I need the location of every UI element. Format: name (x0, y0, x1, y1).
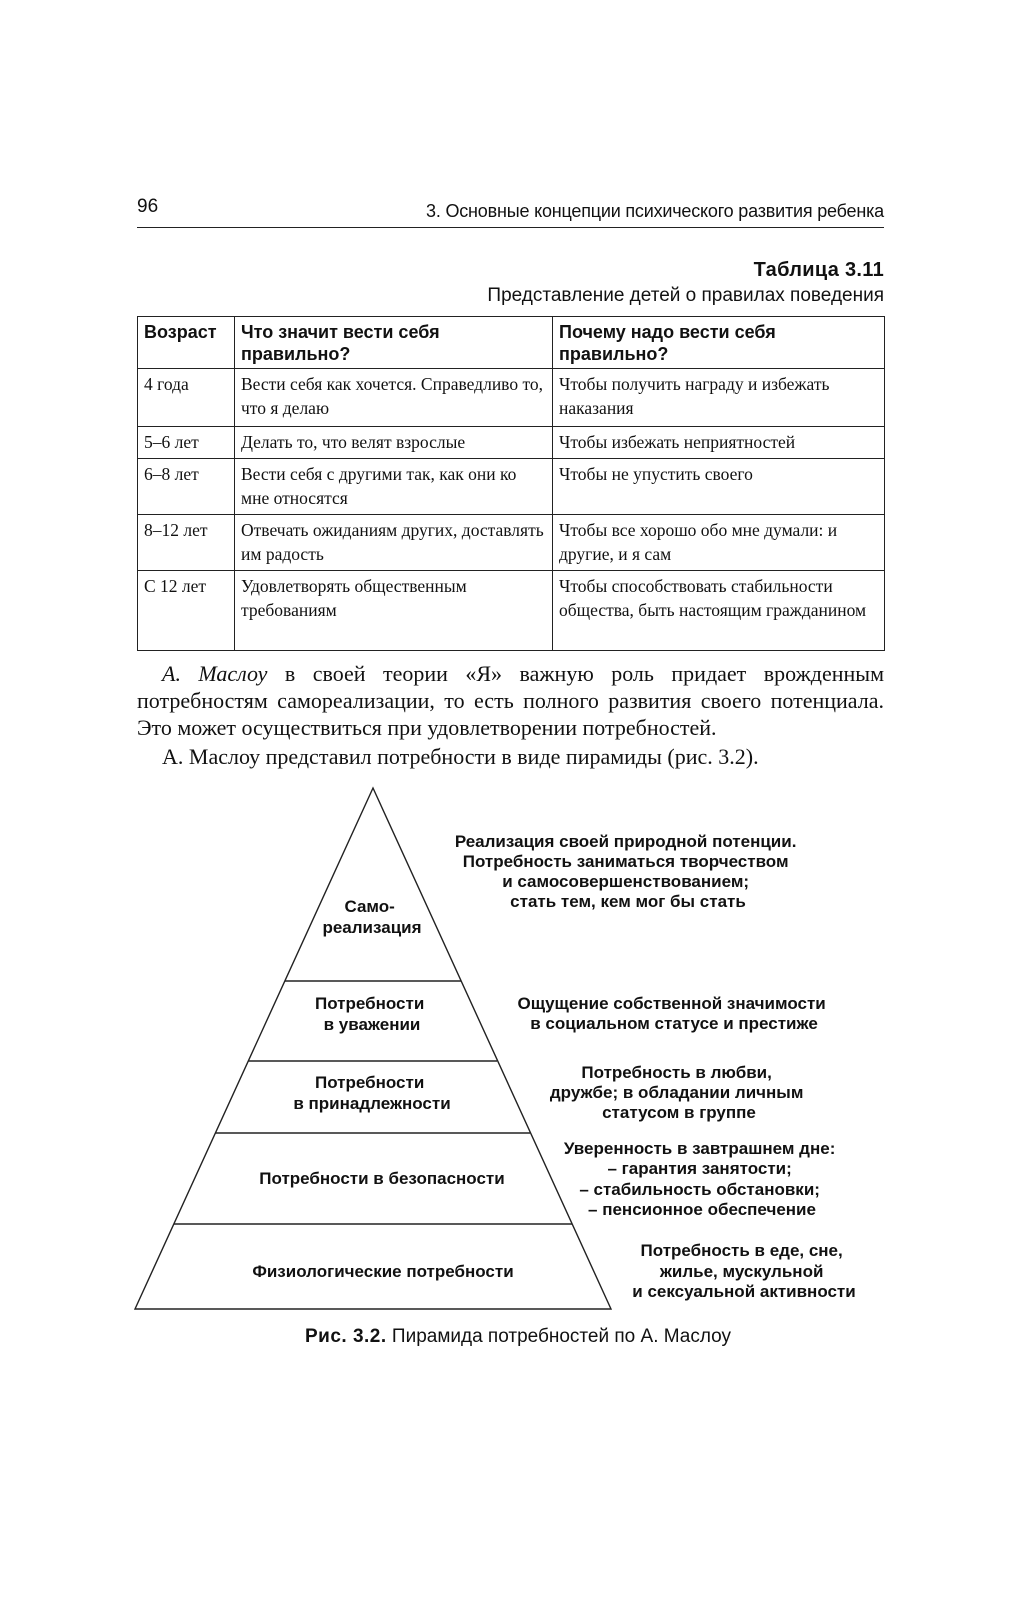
figure-caption (0, 1326, 1036, 1348)
level-description: Потребность в любви, дружбе; в обладании личным статусом в группе (549, 1063, 804, 1122)
table-cell: Делать то, что велят взрослые (235, 427, 553, 459)
column-header: Возраст (138, 317, 235, 369)
table-cell: Чтобы способствовать стабильности общества, быть настоящим гражданином (553, 571, 885, 651)
table-row (138, 515, 885, 571)
table-row (138, 459, 885, 515)
table-cell: Чтобы не упустить своего (553, 459, 885, 515)
behavior-rules-table (137, 316, 885, 651)
level-label: Потребности в безопасности (259, 1169, 505, 1188)
figure-title: Пирамида потребностей по А. Маслоу (386, 1326, 732, 1347)
body-paragraph (137, 660, 884, 741)
table-cell: 8–12 лет (138, 515, 235, 571)
level-label: Потребности в уважении (314, 994, 425, 1034)
table-row (138, 427, 885, 459)
level-label: Само- реализация (322, 897, 422, 937)
level-description: Потребность в еде, сне, жилье, мускульной и сексуальной активности (632, 1241, 856, 1301)
level-description: Уверенность в завтрашнем дне: – гарантия занятости; – стабильность обстановки; – пенсионное обеспечение (563, 1139, 836, 1219)
level-label: Физиологические потребности (252, 1262, 514, 1281)
table-caption (487, 257, 884, 309)
level-description: Реализация своей природной потенции. Потребность заниматься творчеством и самосовершенствованием; стать тем, кем мог бы стать (454, 832, 797, 911)
figure-number: Рис. 3.2. (304, 1326, 387, 1347)
running-header (137, 193, 884, 228)
table-cell: Удовлетворять общественным требованиям (235, 571, 553, 651)
level-label: Потребности в принадлежности (293, 1073, 451, 1113)
paragraph-text: А. Маслоу представил потребности в виде пирамиды (рис. 3.2). (162, 744, 759, 769)
body-paragraph (137, 743, 884, 770)
running-title: 3. Основные концепции психического развития ребенка (426, 201, 884, 221)
table-cell: Чтобы избежать неприятностей (553, 427, 885, 459)
author-name: А. Маслоу (162, 661, 268, 686)
paragraph-text: в своей теории «Я» важную роль придает врожденным потребностям самореализации, то есть полного развития своего потенциала. Это может осуществиться при удовлетворении потребностей. (137, 661, 885, 740)
table-cell: Отвечать ожиданиям других, доставлять им радость (235, 515, 553, 571)
table-cell: Вести себя с другими так, как они ко мне относятся (235, 459, 553, 515)
table-row (138, 571, 885, 651)
table-header-row (138, 317, 885, 369)
column-header: Почему надо вести себя правильно? (553, 317, 885, 369)
table-cell: 4 года (138, 369, 235, 427)
page-number: 96 (137, 196, 159, 217)
table-title: Представление детей о правилах поведения (487, 285, 884, 306)
table-cell: 5–6 лет (138, 427, 235, 459)
table-cell: Чтобы получить награду и избежать наказания (553, 369, 885, 427)
table-cell: Чтобы все хорошо обо мне думали: и другие, и я сам (553, 515, 885, 571)
table-cell: Вести себя как хочется. Справедливо то, что я делаю (235, 369, 553, 427)
table-number: Таблица 3.11 (753, 259, 884, 281)
table-row (138, 369, 885, 427)
column-header: Что значит вести себя правильно? (235, 317, 553, 369)
table-cell: С 12 лет (138, 571, 235, 651)
level-description: Ощущение собственной значимости в социальном статусе и престиже (517, 994, 826, 1033)
table-cell: 6–8 лет (138, 459, 235, 515)
maslow-pyramid-figure (0, 780, 1036, 1320)
